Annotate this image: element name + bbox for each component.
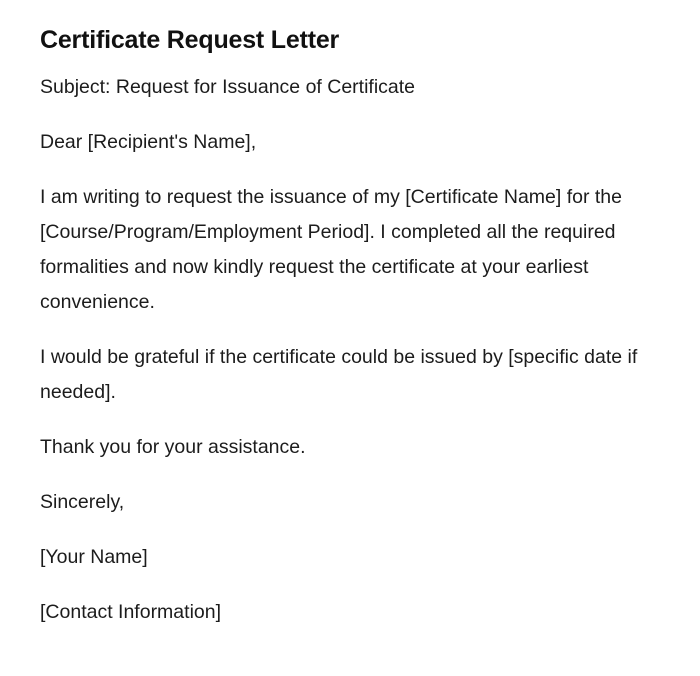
letter-thanks: Thank you for your assistance. <box>40 436 306 458</box>
letter-title: Certificate Request Letter <box>40 26 340 54</box>
letter-body-paragraph-1: I am writing to request the issuance of my [Certificate Name] for the [Course/Program/Employment Period]. I completed all the required formalities and now kindly request the certificate at your earliest convenience. <box>40 186 622 313</box>
letter-signature-contact: [Contact Information] <box>40 601 222 623</box>
letter-closing: Sincerely, <box>40 491 125 513</box>
letter-salutation: Dear [Recipient's Name], <box>40 131 257 153</box>
letter-body-paragraph-2: I would be grateful if the certificate could be issued by [specific date if needed]. <box>40 346 638 403</box>
letter-subject: Subject: Request for Issuance of Certificate <box>40 76 416 98</box>
letter-signature-name: [Your Name] <box>40 546 148 568</box>
letter-document <box>40 22 640 650</box>
